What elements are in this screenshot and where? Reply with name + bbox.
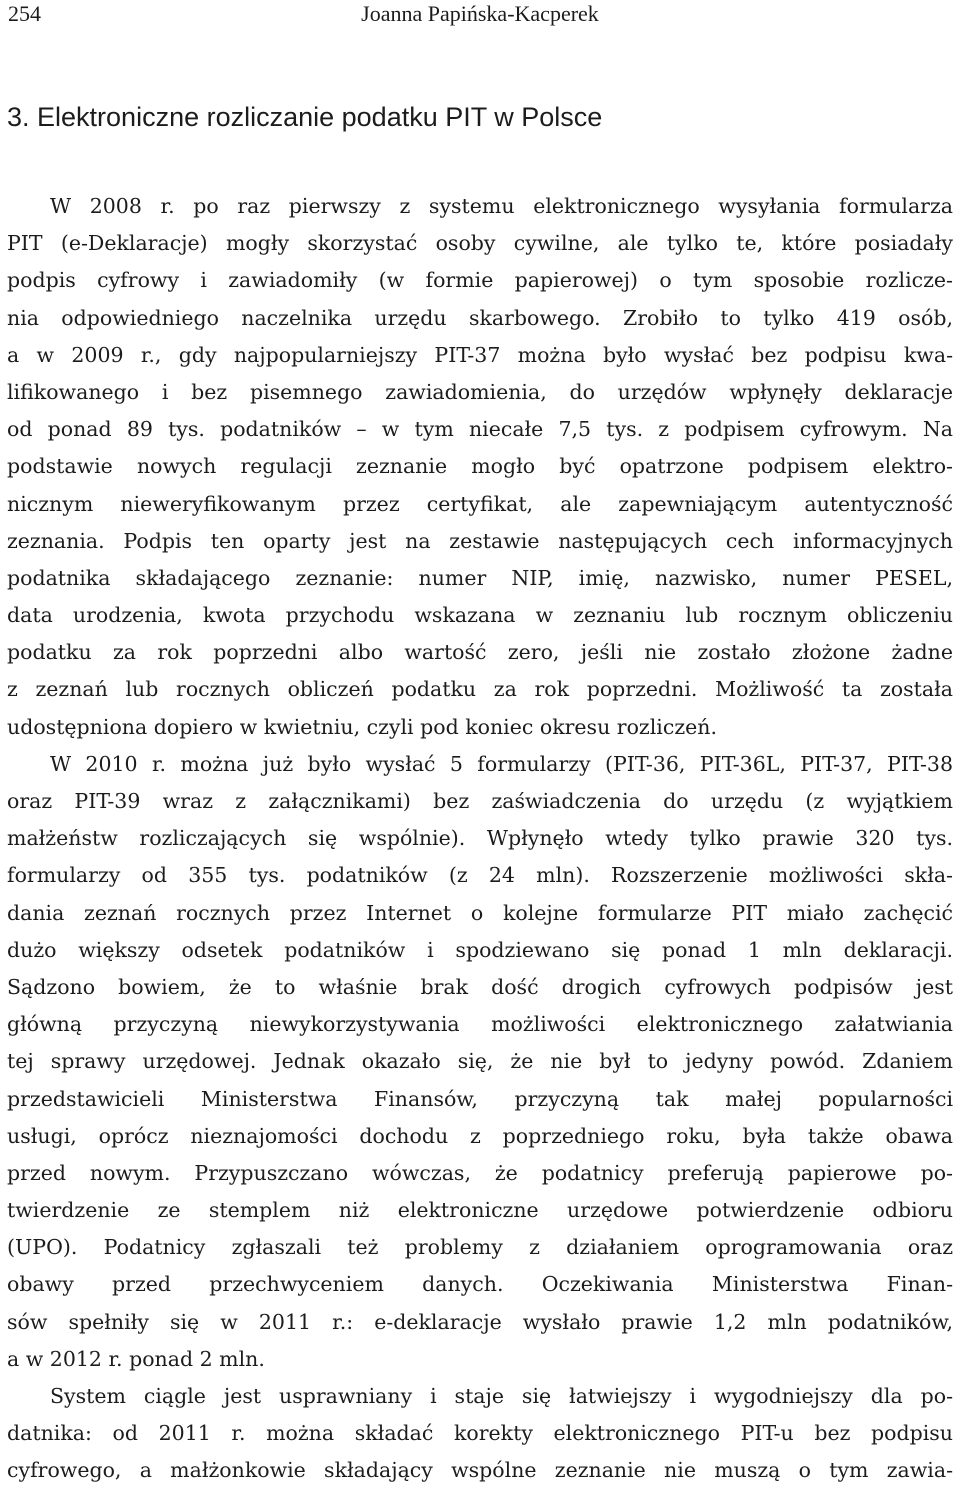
text-line: podatnika składającego zeznanie: numer NIP, imię, nazwisko, numer PESEL, — [7, 565, 953, 590]
text-line: główną przyczyną niewykorzystywania możliwości elektronicznego załatwiania — [7, 1012, 953, 1037]
text-line: dania zeznań rocznych przez Internet o kolejne formularze PIT miało zachęcić — [7, 900, 953, 925]
text-line: datnika: od 2011 r. można składać korekty elektronicznego PIT-u bez podpisu — [7, 1421, 953, 1446]
text-line: cyfrowego, a małżonkowie składający wspólne zeznanie nie muszą o tym zawia- — [7, 1458, 953, 1483]
text-line: udostępniona dopiero w kwietniu, czyli pod koniec okresu rozliczeń. — [7, 714, 717, 739]
body-text — [7, 188, 953, 1490]
text-line: podpis cyfrowy i zawiadomiły (w formie papierowej) o tym sposobie rozlicze- — [7, 268, 953, 293]
text-line: nia odpowiedniego naczelnika urzędu skarbowego. Zrobiło to tylko 419 osób, — [7, 305, 953, 330]
text-line: sów spełniły się w 2011 r.: e-deklaracje wysłało prawie 1,2 mln podatników, — [7, 1309, 953, 1334]
text-line: przedstawicieli Ministerstwa Finansów, przyczyną tak małej popularności — [7, 1086, 953, 1111]
text-line: Sądzono bowiem, że to właśnie brak dość drogich cyfrowych podpisów jest — [7, 974, 953, 999]
text-line: (UPO). Podatnicy zgłaszali też problemy z działaniem oprogramowania oraz — [7, 1235, 953, 1260]
text-line: tej sprawy urzędowej. Jednak okazało się, że nie był to jedyny powód. Zdaniem — [7, 1049, 953, 1074]
text-line: twierdzenie ze stemplem niż elektroniczne urzędowe potwierdzenie odbioru — [7, 1198, 953, 1223]
text-line: podstawie nowych regulacji zeznanie mogło być opatrzone podpisem elektro- — [7, 454, 953, 479]
page-number: 254 — [8, 1, 41, 26]
page-header — [0, 0, 960, 30]
text-line: data urodzenia, kwota przychodu wskazana w zeznaniu lub rocznym obliczeniu — [7, 603, 953, 628]
section-heading: 3. Elektroniczne rozliczanie podatku PIT w Polsce — [7, 102, 603, 132]
text-line: małżeństw rozliczających się wspólnie). Wpłynęło wtedy tylko prawie 320 tys. — [7, 826, 953, 851]
text-line: nicznym nieweryfikowanym przez certyfikat, ale zapewniającym autentyczność — [7, 491, 953, 516]
text-line: od ponad 89 tys. podatników – w tym niecałe 7,5 tys. z podpisem cyfrowym. Na — [7, 417, 953, 442]
text-line: a w 2009 r., gdy najpopularniejszy PIT-37 można było wysłać bez podpisu kwa- — [7, 342, 953, 367]
text-line: System ciągle jest usprawniany i staje się łatwiejszy i wygodniejszy dla po- — [50, 1384, 953, 1408]
text-line: zeznania. Podpis ten oparty jest na zestawie następujących cech informacyjnych — [7, 528, 953, 553]
text-line: W 2010 r. można już było wysłać 5 formularzy (PIT-36, PIT-36L, PIT-37, PIT-38 — [50, 751, 953, 776]
text-line: W 2008 r. po raz pierwszy z systemu elektronicznego wysyłania formularza — [50, 194, 953, 218]
text-line: dużo większy odsetek podatników i spodziewano się ponad 1 mln deklaracji. — [7, 937, 953, 962]
text-line: oraz PIT-39 wraz z załącznikami) bez zaświadczenia do urzędu (z wyjątkiem — [7, 789, 953, 813]
text-line: PIT (e-Deklaracje) mogły skorzystać osoby cywilne, ale tylko te, które posiadały — [7, 231, 953, 256]
text-line: formularzy od 355 tys. podatników (z 24 mln). Rozszerzenie możliwości skła- — [7, 863, 953, 888]
text-line: lifikowanego i bez pisemnego zawiadomienia, do urzędów wpłynęły deklaracje — [7, 379, 953, 404]
running-head: Joanna Papińska-Kacperek — [361, 1, 599, 26]
text-line: obawy przed przechwyceniem danych. Oczekiwania Ministerstwa Finan- — [7, 1272, 953, 1297]
text-line: podatku za rok poprzedni albo wartość zero, jeśli nie zostało złożone żadne — [7, 640, 953, 665]
text-line: przed nowym. Przypuszczano wówczas, że podatnicy preferują papierowe po- — [7, 1160, 953, 1185]
text-line: usługi, oprócz nieznajomości dochodu z poprzedniego roku, była także obawa — [7, 1123, 953, 1148]
text-line: z zeznań lub rocznych obliczeń podatku za rok poprzedni. Możliwość ta została — [7, 677, 953, 702]
text-line: a w 2012 r. ponad 2 mln. — [7, 1346, 265, 1371]
